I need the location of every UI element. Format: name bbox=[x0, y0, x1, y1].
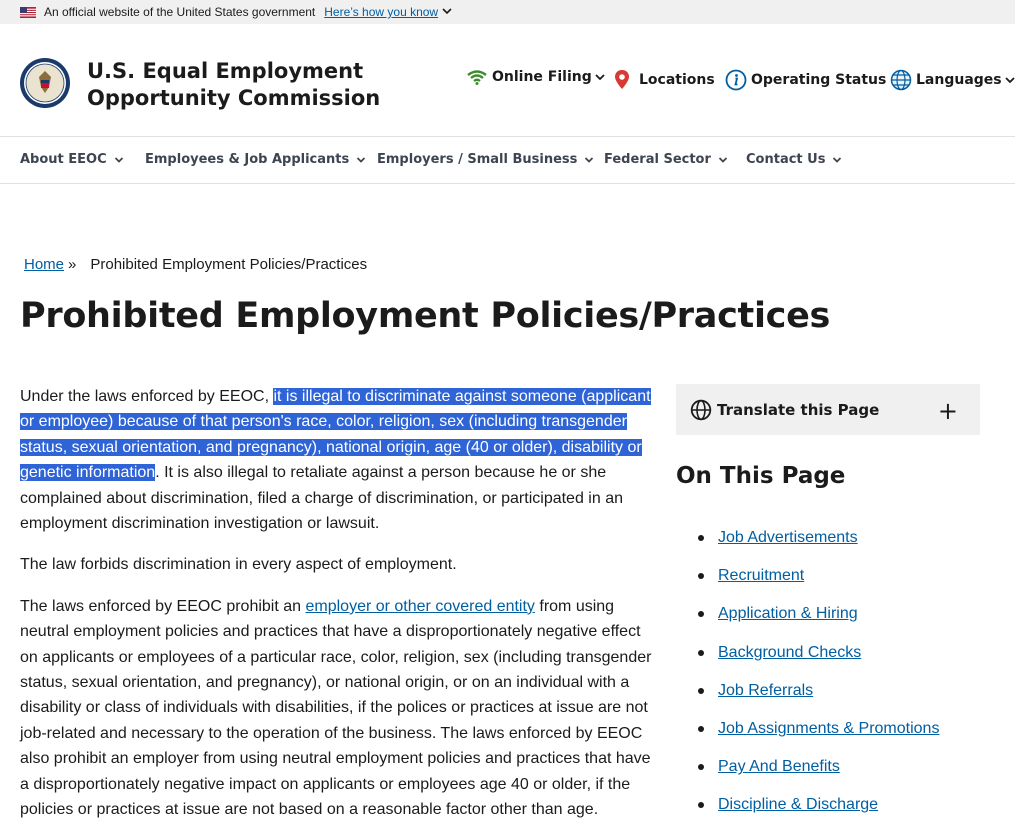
breadcrumb bbox=[24, 256, 367, 273]
wifi-icon bbox=[466, 69, 488, 85]
online-filing-link[interactable] bbox=[466, 69, 610, 85]
map-pin-icon bbox=[613, 69, 631, 91]
chevron-down-icon[interactable] bbox=[442, 7, 452, 18]
chevron-down-icon bbox=[584, 156, 594, 164]
list-item bbox=[676, 672, 939, 710]
bullet-icon bbox=[698, 573, 704, 579]
aspect-paragraph: The law forbids discrimination in every aspect of employment. bbox=[20, 556, 457, 574]
nav-federal-sector[interactable] bbox=[604, 152, 728, 167]
chevron-down-icon bbox=[718, 156, 728, 164]
eeoc-seal-icon[interactable] bbox=[19, 57, 71, 109]
nav-employees-label: Employees & Job Applicants bbox=[145, 152, 350, 167]
on-page-link-application-hiring[interactable]: Application & Hiring bbox=[718, 605, 858, 623]
nav-employers-small-business[interactable] bbox=[377, 152, 594, 167]
list-item bbox=[676, 634, 939, 672]
list-item bbox=[676, 786, 939, 824]
operating-status-link[interactable] bbox=[725, 69, 886, 91]
languages-menu[interactable] bbox=[890, 69, 1015, 91]
gov-banner-text: An official website of the United States government bbox=[44, 5, 316, 19]
nav-contact-us[interactable] bbox=[746, 152, 842, 167]
breadcrumb-current: Prohibited Employment Policies/Practices bbox=[90, 256, 368, 273]
globe-icon bbox=[890, 69, 912, 91]
intro-text-after: . It is also illegal to retaliate against a person because he or she complained about discrimination, filed a charge of discrimination, or participated in an employment discrimination investigation or lawsuit. bbox=[20, 464, 623, 533]
nav-about-eeoc[interactable] bbox=[20, 152, 124, 167]
main-navigation bbox=[0, 137, 1015, 184]
org-name-line1: U.S. Equal Employment bbox=[87, 59, 364, 83]
chevron-down-icon bbox=[594, 72, 606, 82]
locations-label: Locations bbox=[639, 72, 715, 88]
list-item bbox=[676, 595, 939, 633]
covered-entity-link[interactable]: employer or other covered entity bbox=[305, 597, 535, 615]
intro-text-before: Under the laws enforced by EEOC, bbox=[20, 388, 274, 405]
us-flag-icon bbox=[20, 7, 36, 18]
bullet-icon bbox=[698, 611, 704, 617]
bullet-icon bbox=[698, 764, 704, 770]
on-page-link-discipline-discharge[interactable]: Discipline & Discharge bbox=[718, 796, 879, 814]
on-page-link-background-checks[interactable]: Background Checks bbox=[718, 643, 862, 661]
main-content bbox=[20, 384, 652, 834]
on-page-link-pay-benefits[interactable]: Pay And Benefits bbox=[718, 758, 840, 776]
gov-banner bbox=[0, 0, 1015, 24]
languages-label: Languages bbox=[916, 72, 1002, 88]
highlighted-text[interactable]: it is illegal to discriminate against someone (applicant or employee) because of that person's race, color, religion, sex (including transgender status, sexual orientation, and pregnancy), national origin, age (40 or older), disability or genetic information bbox=[20, 388, 651, 482]
on-page-link-recruitment[interactable]: Recruitment bbox=[718, 567, 805, 585]
on-page-link-job-advertisements[interactable]: Job Advertisements bbox=[718, 529, 858, 547]
globe-icon bbox=[690, 399, 712, 421]
on-this-page-title: On This Page bbox=[676, 463, 846, 489]
nav-contact-us-label: Contact Us bbox=[746, 152, 826, 167]
neutral-policies-paragraph bbox=[20, 594, 652, 823]
on-page-link-job-referrals[interactable]: Job Referrals bbox=[718, 681, 814, 699]
nav-federal-sector-label: Federal Sector bbox=[604, 152, 711, 167]
operating-status-label: Operating Status bbox=[751, 72, 887, 88]
bullet-icon bbox=[698, 535, 704, 541]
org-name[interactable] bbox=[87, 58, 380, 112]
translate-page-accordion[interactable] bbox=[676, 384, 980, 435]
breadcrumb-separator: » bbox=[68, 256, 77, 273]
list-item bbox=[676, 519, 939, 557]
bullet-icon bbox=[698, 688, 704, 694]
chevron-down-icon bbox=[1004, 75, 1015, 85]
list-item bbox=[676, 748, 939, 786]
list-item bbox=[676, 710, 939, 748]
chevron-down-icon bbox=[114, 156, 124, 164]
locations-link[interactable] bbox=[613, 69, 715, 91]
on-page-link-job-assignments-promotions[interactable]: Job Assignments & Promotions bbox=[718, 720, 940, 738]
bullet-icon bbox=[698, 650, 704, 656]
breadcrumb-home-link[interactable]: Home bbox=[24, 256, 65, 273]
bullet-icon bbox=[698, 726, 704, 732]
nav-employers-label: Employers / Small Business bbox=[377, 152, 578, 167]
plus-icon[interactable]: + bbox=[937, 397, 958, 425]
site-header bbox=[0, 24, 1015, 137]
nav-employees-job-applicants[interactable] bbox=[145, 152, 366, 167]
page-title: Prohibited Employment Policies/Practices bbox=[20, 296, 831, 336]
org-name-line2: Opportunity Commission bbox=[87, 86, 381, 110]
bullet-icon bbox=[698, 802, 704, 808]
neutral-text-before: The laws enforced by EEOC prohibit an bbox=[20, 597, 306, 615]
online-filing-label: Online Filing bbox=[492, 69, 592, 85]
list-item bbox=[676, 557, 939, 595]
neutral-text-after: from using neutral employment policies and practices that have a disproportionately negative effect on applicants or employees of a particular race, color, religion, sex (including transgender status, sexual orientation, and pregnancy), or national origin, or on an individual with a disability or class of individuals with disabilities, if the polices or practices at issue are not job-related and necessary to the operation of the business. The laws enforced by EEOC also prohibit an employer from using neutral employment policies and practices that have a disproportionately negative impact on applicants or employees age 40 or older, if the policies or practices at issue are not based on a reasonable factor other than age. bbox=[20, 597, 652, 819]
chevron-down-icon bbox=[356, 156, 366, 164]
heres-how-you-know-link[interactable]: Here’s how you know bbox=[324, 5, 439, 19]
translate-label: Translate this Page bbox=[717, 400, 880, 419]
on-this-page-list bbox=[676, 519, 939, 825]
chevron-down-icon bbox=[832, 156, 842, 164]
nav-about-eeoc-label: About EEOC bbox=[20, 152, 107, 167]
intro-paragraph bbox=[20, 384, 652, 536]
info-icon bbox=[725, 69, 747, 91]
